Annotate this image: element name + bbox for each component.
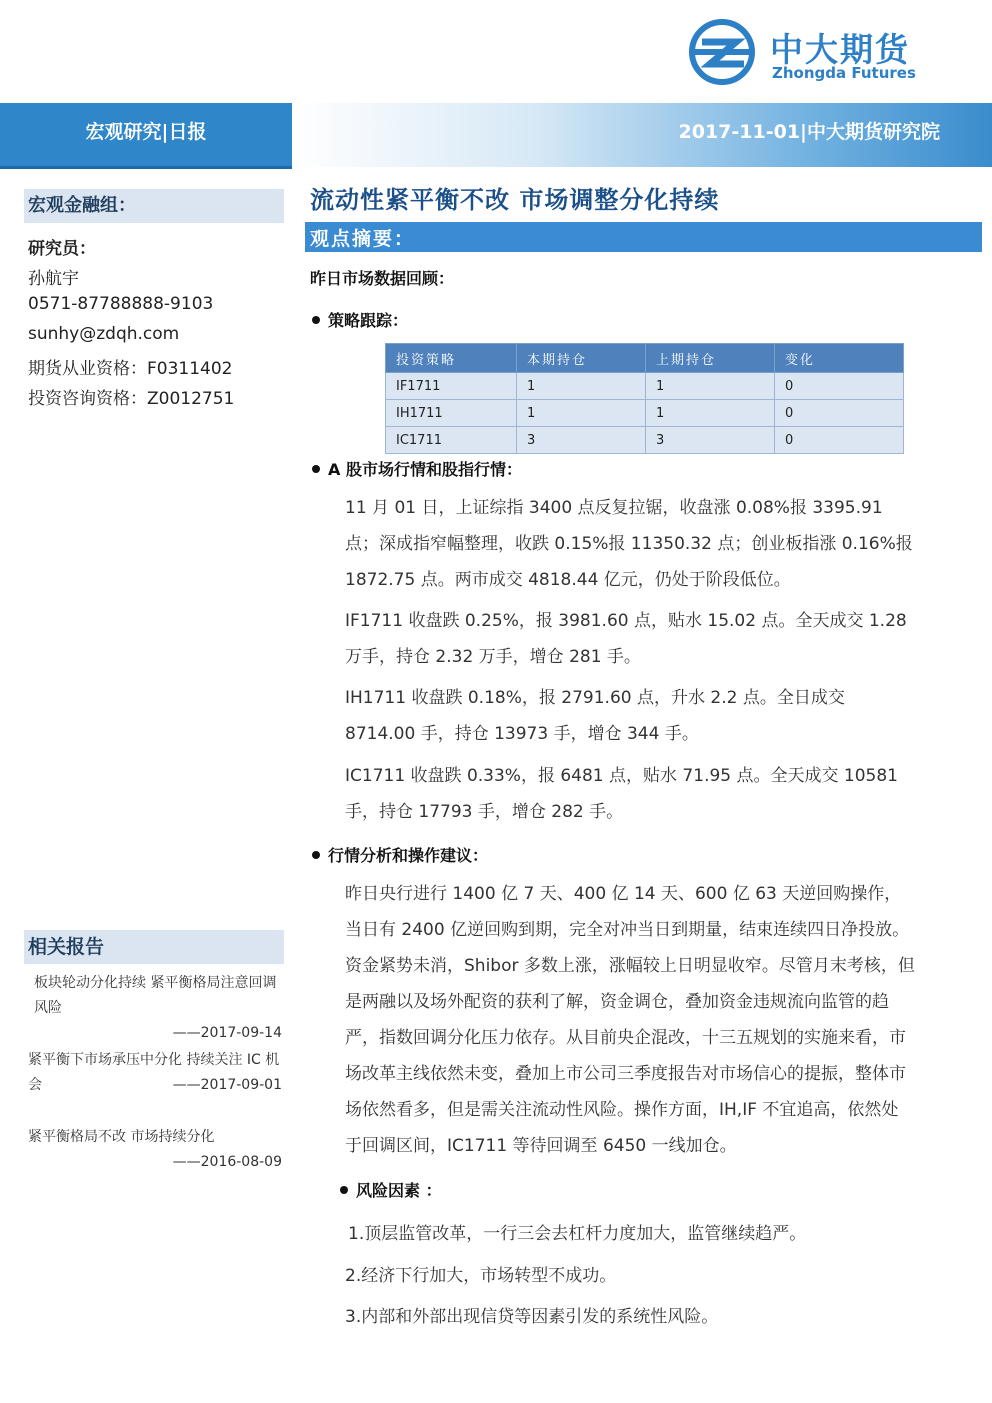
table-cell: 0 — [775, 400, 904, 427]
table-cell: 0 — [775, 427, 904, 454]
header-divider — [0, 166, 292, 169]
researcher-email[interactable]: sunhy@zdqh.com — [28, 324, 180, 344]
brand-logo — [688, 18, 948, 88]
table-cell: 1 — [517, 400, 646, 427]
bullet-icon — [340, 1186, 348, 1194]
table-cell: IC1711 — [386, 427, 517, 454]
group-heading: 宏观金融组： — [24, 189, 284, 223]
report-title: 流动性紧平衡不改 市场调整分化持续 — [310, 186, 720, 214]
brand-name-en: Zhongda Futures — [772, 64, 916, 82]
market-label: A 股市场行情和股指行情： — [328, 460, 522, 479]
researcher-label: 研究员： — [28, 239, 96, 259]
header-right-band — [292, 103, 992, 167]
table-header-cell: 本期持仓 — [517, 344, 646, 373]
header-left-band — [0, 103, 292, 167]
table-row — [386, 400, 904, 427]
table-header-cell: 上期持仓 — [646, 344, 775, 373]
strategy-table — [385, 343, 904, 454]
analysis-label: 行情分析和操作建议： — [328, 846, 489, 865]
table-header-cell: 变化 — [775, 344, 904, 373]
researcher-phone: 0571-87788888-9103 — [28, 294, 214, 314]
market-paragraph: IC1711 收盘跌 0.33%，报 6481 点，贴水 71.95 点。全天成交 10581 手，持仓 17793 手，增仓 282 手。 — [345, 766, 898, 822]
market-paragraph: 11 月 01 日，上证综指 3400 点反复拉锯，收盘涨 0.08%报 3395.91 点；深成指窄幅整理，收跌 0.15%报 11350.32 点；创业板指涨 0.16%报 1872.75 点。两市成交 4818.44 亿元，仍处于阶段低位。 — [345, 498, 913, 590]
table-cell: 3 — [517, 427, 646, 454]
table-header-cell: 投资策略 — [386, 344, 517, 373]
table-cell: 3 — [646, 427, 775, 454]
related-report-date: ——2017-09-14 — [172, 1025, 282, 1041]
risk-heading — [340, 1178, 442, 1201]
related-report-title: 紧平衡下市场承压中分化 持续关注 IC 机会 — [28, 1052, 280, 1093]
related-report-item[interactable] — [28, 971, 282, 1046]
related-report-item[interactable] — [28, 1125, 282, 1175]
market-heading — [312, 457, 522, 480]
risk-item: 2.经济下行加大，市场转型不成功。 — [345, 1266, 617, 1286]
market-paragraph: IH1711 收盘跌 0.18%，报 2791.60 点，升水 2.2 点。全日成交 8714.00 手，持仓 13973 手，增仓 344 手。 — [345, 688, 845, 744]
table-cell: IF1711 — [386, 373, 517, 400]
related-report-date: ——2016-08-09 — [172, 1154, 282, 1170]
analysis-heading — [312, 843, 488, 866]
related-report-date: ——2017-09-01 — [172, 1077, 282, 1093]
strategy-label: 策略跟踪： — [328, 311, 409, 330]
table-cell: 0 — [775, 373, 904, 400]
risk-label: 风险因素 ： — [356, 1181, 442, 1200]
bullet-icon — [312, 465, 320, 473]
related-report-title: 板块轮动分化持续 紧平衡格局注意回调风险 — [34, 975, 277, 1016]
risk-item: 3.内部和外部出现信贷等因素引发的系统性风险。 — [345, 1307, 719, 1327]
related-reports-heading: 相关报告 — [24, 930, 284, 964]
risk-item: 1.顶层监管改革，一行三会去杠杆力度加大，监管继续趋严。 — [348, 1224, 807, 1244]
advisory-qualification: 投资咨询资格：Z0012751 — [28, 389, 235, 409]
zhongda-logo-icon — [688, 18, 756, 86]
table-cell: 1 — [517, 373, 646, 400]
bullet-icon — [312, 316, 320, 324]
related-report-title: 紧平衡格局不改 市场持续分化 — [28, 1129, 215, 1145]
table-cell: 1 — [646, 400, 775, 427]
brand-name-cn: 中大期货 — [770, 30, 910, 69]
report-type: 宏观研究|日报 — [85, 121, 207, 143]
table-cell: IH1711 — [386, 400, 517, 427]
table-header-row — [386, 344, 904, 373]
bullet-icon — [312, 851, 320, 859]
strategy-heading — [312, 308, 408, 331]
abstract-bar — [305, 222, 982, 252]
table-cell: 1 — [646, 373, 775, 400]
related-report-item[interactable] — [28, 1048, 282, 1098]
table-row — [386, 427, 904, 454]
market-paragraph: IF1711 收盘跌 0.25%，报 3981.60 点，贴水 15.02 点。全天成交 1.28 万手，持仓 2.32 万手，增仓 281 手。 — [345, 611, 907, 667]
abstract-label: 观点摘要： — [310, 228, 416, 250]
futures-qualification: 期货从业资格：F0311402 — [28, 359, 233, 379]
review-heading: 昨日市场数据回顾： — [310, 269, 455, 288]
researcher-name: 孙航宇 — [28, 269, 79, 289]
analysis-paragraph: 昨日央行进行 1400 亿 7 天、400 亿 14 天、600 亿 63 天逆回购操作，当日有 2400 亿逆回购到期，完全对冲当日到期量，结束连续四日净投放。资金紧势未消，Shibor 多数上涨，涨幅较上日明显收窄。尽管月末考核，但是两融以及场外配资的获利了解，资金调仓，叠加资金违规流向监管的趋严，指数回调分化压力依存。从目前央企混改，十三五规划的实施来看，市场改革主线依然未变，叠加上市公司三季度报告对市场信心的提振，整体市场依然看多，但是需关注流动性风险。操作方面，IH,IF 不宜追高，依然处于回调区间，IC1711 等待回调至 6450 一线加仓。 — [345, 884, 915, 1156]
report-date-source: 2017-11-01|中大期货研究院 — [678, 121, 940, 143]
table-row — [386, 373, 904, 400]
